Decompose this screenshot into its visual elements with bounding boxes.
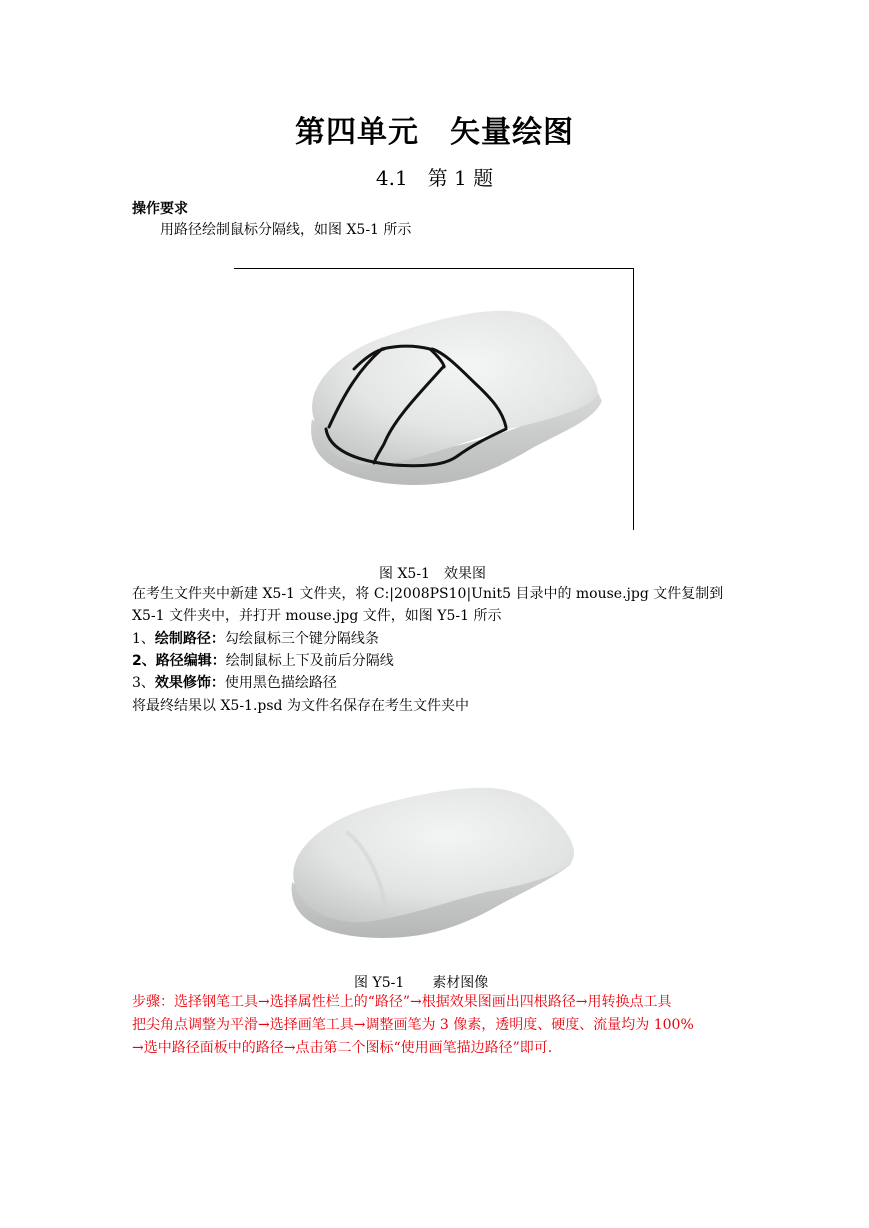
figure1-caption: 图 X5-1 效果图 <box>379 566 486 582</box>
step-1 <box>132 628 379 650</box>
red-step-line-3: →选中路径面板中的路径→点击第二个图标“使用画笔描边路径”即可. <box>132 1040 553 1056</box>
save-instruction: 将最终结果以 X5-1.psd 为文件名保存在考生文件夹中 <box>132 698 469 714</box>
body-line-1: 在考生文件夹中新建 X5-1 文件夹，将 C:|2008PS10|Unit5 目录中的 mouse.jpg 文件复制到 <box>132 586 724 602</box>
question-title: 4.1 第 1 题 <box>375 166 494 190</box>
step-2-text: 绘制鼠标上下及前后分隔线 <box>225 653 394 669</box>
red-step-line-2: 把尖角点调整为平滑→选择画笔工具→调整画笔为 3 像素，透明度、硬度、流量均为 100% <box>132 1017 694 1033</box>
red-step-line-1: 步骤：选择钢笔工具→选择属性栏上的“路径”→根据效果图画出四根路径→用转换点工具 <box>132 994 672 1010</box>
step-3 <box>132 672 337 694</box>
body-line-2: X5-1 文件夹中，并打开 mouse.jpg 文件，如图 Y5-1 所示 <box>132 608 502 624</box>
figure2-caption: 图 Y5-1 素材图像 <box>354 975 489 991</box>
step-2 <box>132 650 394 672</box>
step-3-label: 效果修饰： <box>154 675 225 691</box>
mouse-source-image <box>286 772 582 944</box>
figure1-border-right <box>633 268 634 530</box>
step-3-number: 3、 <box>132 675 155 691</box>
intro-text: 用路径绘制鼠标分隔线，如图 X5-1 所示 <box>160 222 412 238</box>
step-2-number: 2、 <box>132 653 156 669</box>
step-1-number: 1、 <box>132 631 155 647</box>
step-1-label: 绘制路径： <box>154 631 225 647</box>
page-title: 第四单元 矢量绘图 <box>295 115 574 150</box>
mouse-effect-image <box>234 269 633 531</box>
step-1-text: 勾绘鼠标三个键分隔线条 <box>224 631 379 647</box>
step-3-text: 使用黑色描绘路径 <box>224 675 337 691</box>
step-2-label: 路径编辑： <box>155 653 226 669</box>
section-heading: 操作要求 <box>132 201 188 217</box>
